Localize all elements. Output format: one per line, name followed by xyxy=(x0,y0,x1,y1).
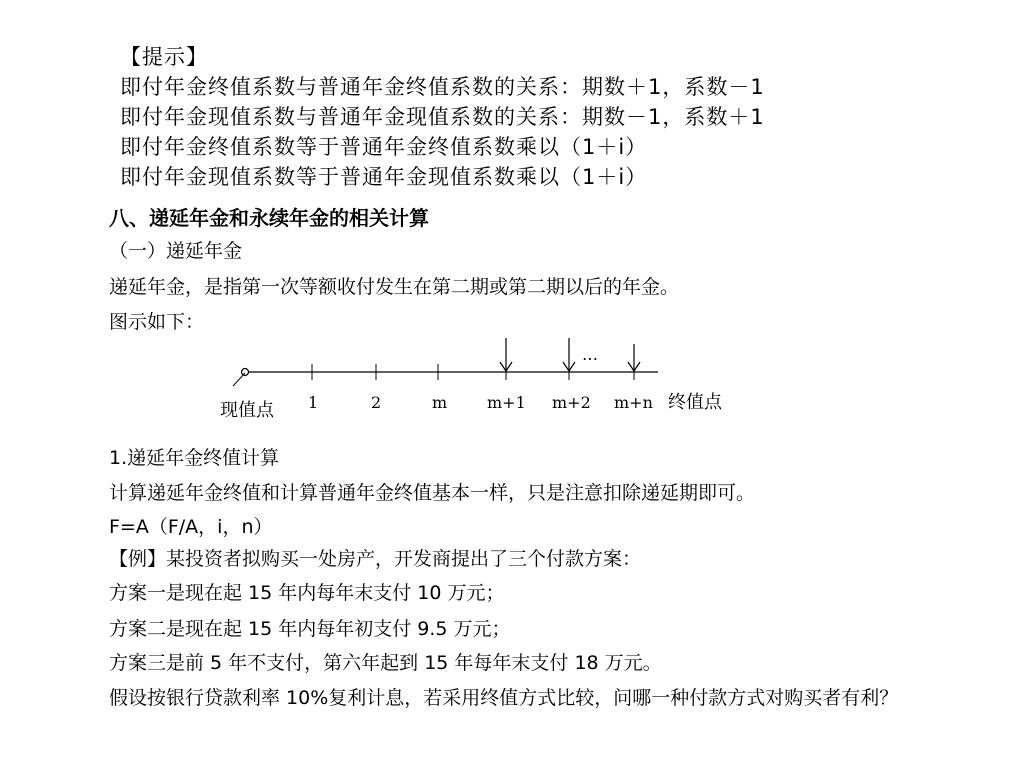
fv-formula: F=A（F/A，i，n） xyxy=(109,516,273,538)
example-option-2: 方案二是现在起 15 年内每年初支付 9.5 万元； xyxy=(109,618,511,640)
hint-line-3: 即付年金终值系数等于普通年金终值系数乘以（1＋i） xyxy=(120,135,648,159)
hint-line-1: 即付年金终值系数与普通年金终值系数的关系：期数＋1，系数－1 xyxy=(120,75,765,99)
definition-text: 递延年金，是指第一次等额收付发生在第二期或第二期以后的年金。 xyxy=(109,276,680,298)
section-subtitle: （一）递延年金 xyxy=(109,240,243,262)
hint-title: 【提示】 xyxy=(120,45,208,69)
example-option-1: 方案一是现在起 15 年内每年末支付 10 万元； xyxy=(109,582,505,604)
example-intro: 【例】某投资者拟购买一处房产，开发商提出了三个付款方案： xyxy=(109,548,642,570)
tick-label-m: m xyxy=(432,393,448,412)
hint-line-2: 即付年金现值系数与普通年金现值系数的关系：期数－1，系数＋1 xyxy=(120,105,765,129)
start-pointer-line xyxy=(233,373,245,386)
timeline-ellipsis: … xyxy=(582,345,598,364)
future-value-label: 终值点 xyxy=(668,392,722,413)
start-point-marker xyxy=(242,369,249,376)
tick-label-m-plus-1: m+1 xyxy=(487,393,526,412)
timeline-diagram xyxy=(218,336,746,428)
fv-heading: 1.递延年金终值计算 xyxy=(109,447,280,469)
hint-line-4: 即付年金现值系数等于普通年金现值系数乘以（1＋i） xyxy=(120,165,648,189)
payment-arrow-2 xyxy=(563,338,575,371)
example-option-3: 方案三是前 5 年不支付，第六年起到 15 年每年末支付 18 万元。 xyxy=(109,652,662,674)
section-title: 八、递延年金和永续年金的相关计算 xyxy=(109,206,429,230)
fv-description: 计算递延年金终值和计算普通年金终值基本一样，只是注意扣除递延期即可。 xyxy=(109,482,756,504)
diagram-intro: 图示如下： xyxy=(109,311,205,333)
tick-label-m-plus-n: m+n xyxy=(614,393,653,412)
payment-arrow-1 xyxy=(500,338,512,371)
hint-block xyxy=(120,42,765,192)
tick-label-1: 1 xyxy=(308,393,319,412)
timeline-svg xyxy=(218,336,746,428)
payment-arrow-n xyxy=(628,344,640,371)
present-value-label: 现值点 xyxy=(220,400,274,421)
tick-label-2: 2 xyxy=(371,393,382,412)
tick-label-m-plus-2: m+2 xyxy=(552,393,591,412)
example-question: 假设按银行贷款利率 10%复利计息，若采用终值方式比较，问哪一种付款方式对购买者有利？ xyxy=(109,687,899,709)
